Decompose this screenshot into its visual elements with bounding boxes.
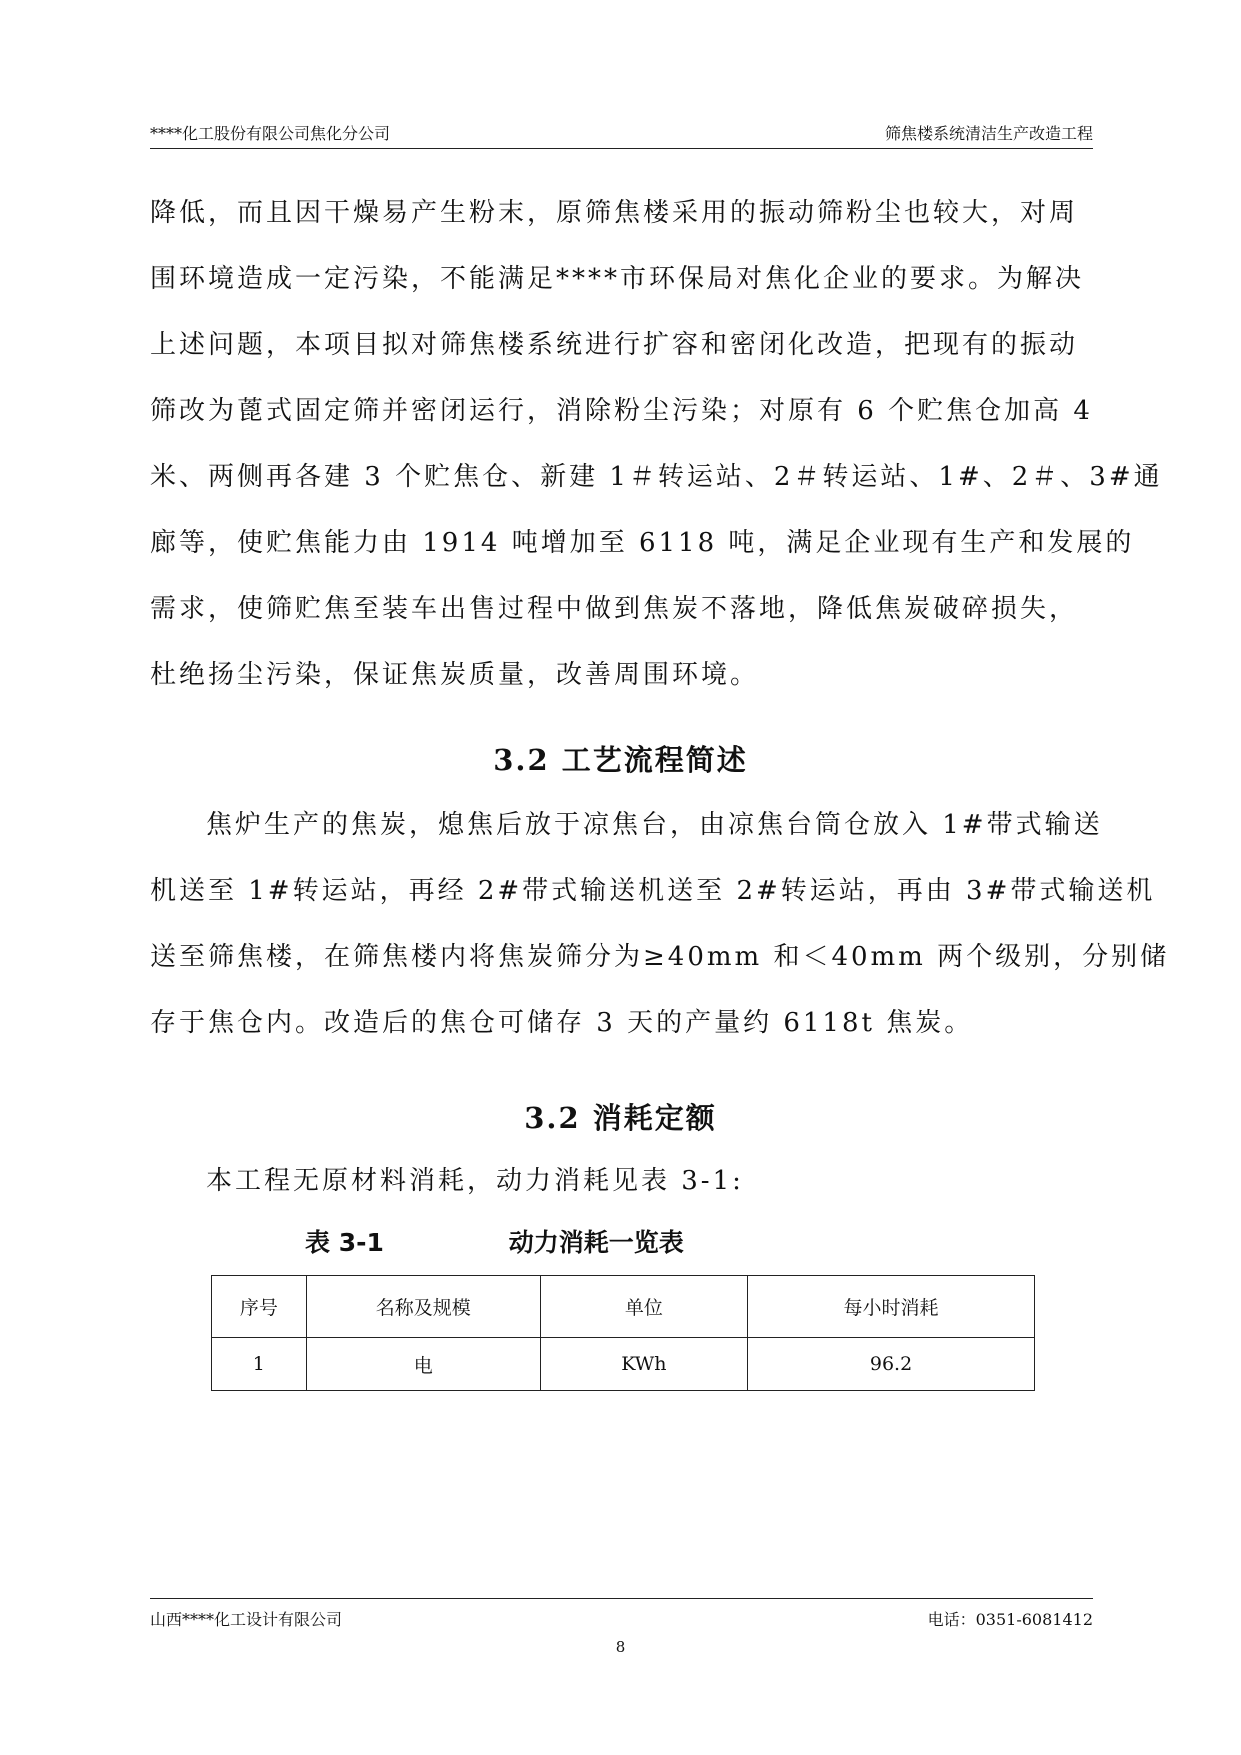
header-company: ****化工股份有限公司焦化分公司 [150, 124, 391, 143]
paragraph-line: 廊等，使贮焦能力由 1914 吨增加至 6118 吨，满足企业现有生产和发展的 [150, 528, 1135, 558]
paragraph-line: 存于焦仓内。改造后的焦仓可储存 3 天的产量约 6118t 焦炭。 [150, 1008, 974, 1038]
paragraph-line: 机送至 1#转运站，再经 2#带式输送机送至 2#转运站，再由 3#带式输送机 [150, 876, 1156, 906]
footer-company: 山西****化工设计有限公司 [150, 1610, 343, 1629]
energy-consumption-table [211, 1275, 1035, 1391]
column-header: 名称及规模 [306, 1276, 540, 1338]
column-header: 序号 [212, 1276, 307, 1338]
table-caption-title: 动力消耗一览表 [508, 1228, 684, 1257]
table-caption [305, 1226, 684, 1260]
table-row [212, 1338, 1035, 1391]
section-heading-consumption: 3.2 消耗定额 [524, 1101, 717, 1135]
paragraph-line: 围环境造成一定污染，不能满足****市环保局对焦化企业的要求。为解决 [150, 264, 1085, 294]
table-header-row [212, 1276, 1035, 1338]
paragraph-line: 筛改为蓖式固定筛并密闭运行，消除粉尘污染；对原有 6 个贮焦仓加高 4 [150, 396, 1093, 426]
section-heading-process: 3.2 工艺流程简述 [493, 743, 748, 777]
page-number: 8 [615, 1638, 626, 1656]
process-paragraph [150, 792, 1170, 1056]
table-cell: 电 [306, 1338, 540, 1391]
intro-paragraph [150, 180, 1163, 708]
column-header: 单位 [540, 1276, 747, 1338]
paragraph-line: 送至筛焦楼，在筛焦楼内将焦炭筛分为≥40mm 和＜40mm 两个级别，分别储 [150, 942, 1170, 972]
table-cell: 1 [212, 1338, 307, 1391]
footer-phone: 电话：0351-6081412 [927, 1610, 1093, 1629]
paragraph-line: 杜绝扬尘污染，保证焦炭质量，改善周围环境。 [150, 660, 760, 690]
page-footer [150, 1598, 1093, 1630]
paragraph-line: 焦炉生产的焦炭，熄焦后放于凉焦台，由凉焦台筒仓放入 1#带式输送 [206, 810, 1103, 840]
table-caption-number: 表 3-1 [305, 1228, 384, 1257]
paragraph-line: 上述问题，本项目拟对筛焦楼系统进行扩容和密闭化改造，把现有的振动 [150, 330, 1079, 360]
paragraph-line: 需求，使筛贮焦至装车出售过程中做到焦炭不落地，降低焦炭破碎损失， [150, 594, 1079, 624]
paragraph-line: 米、两侧再各建 3 个贮焦仓、新建 1＃转运站、2＃转运站、1#、2＃、3#通 [150, 462, 1163, 492]
header-project: 筛焦楼系统清洁生产改造工程 [884, 124, 1093, 143]
table-cell: KWh [540, 1338, 747, 1391]
table-cell: 96.2 [748, 1338, 1035, 1391]
column-header: 每小时消耗 [748, 1276, 1035, 1338]
paragraph-line: 降低，而且因干燥易产生粉末，原筛焦楼采用的振动筛粉尘也较大，对周 [150, 198, 1079, 228]
page-header [150, 118, 1093, 149]
consumption-paragraph: 本工程无原材料消耗，动力消耗见表 3-1: [206, 1166, 744, 1196]
